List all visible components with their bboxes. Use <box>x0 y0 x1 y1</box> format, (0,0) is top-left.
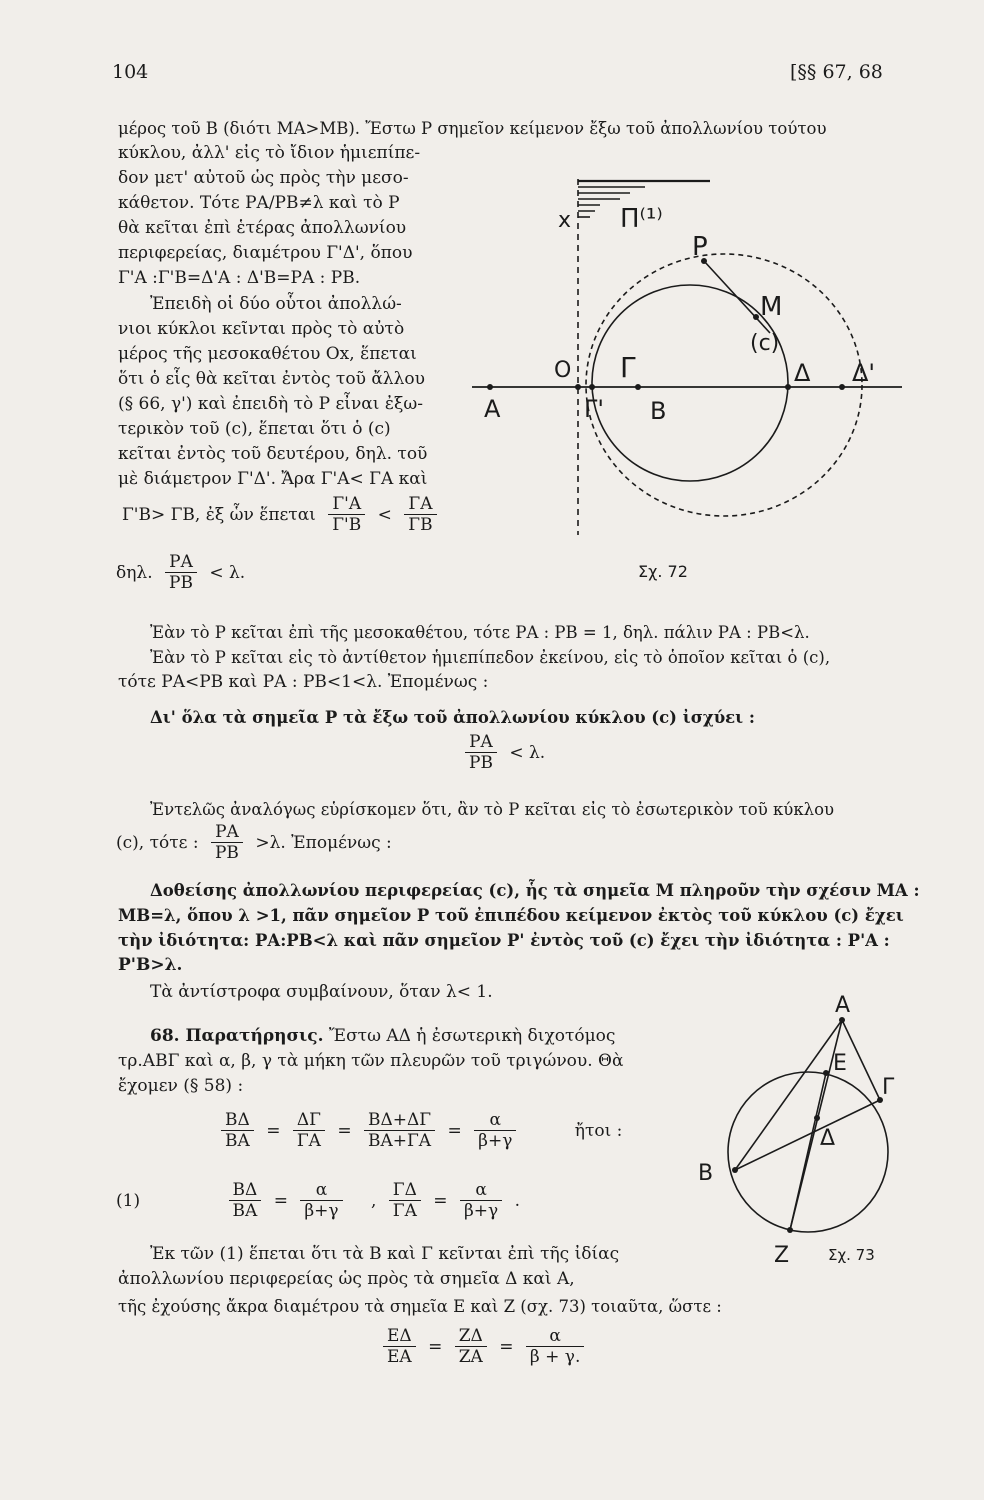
caption-73: Σχ. 73 <box>828 1246 875 1264</box>
text-line: περιφερείας, διαμέτρου Γ'Δ', ὅπου <box>118 243 413 263</box>
text-line: κύκλου, ἀλλ' εἰς τὸ ἴδιον ἡμιεπίπε- <box>118 143 421 163</box>
text-line: Ἐκ τῶν (1) ἕπεται ὅτι τὰ Β καὶ Γ κεῖνται ἐπὶ τῆς ἰδίας <box>150 1244 620 1264</box>
text-line: τότε ΡΑ<ΡΒ καὶ ΡΑ : ΡΒ<1<λ. Ἐπομένως : <box>118 672 489 692</box>
text-line: μέρος τῆς μεσοκαθέτου Οx, ἕπεται <box>118 344 417 364</box>
caption-72: Σχ. 72 <box>638 562 688 581</box>
text-line: κάθετον. Τότε ΡΑ/ΡΒ≠λ καὶ τὸ Ρ <box>118 193 400 213</box>
text-line: (§ 66, γ') καὶ ἐπειδὴ τὸ Ρ εἶναι ἐξω- <box>118 394 423 414</box>
text-line: Ρ'Β>λ. <box>118 955 183 975</box>
text-line: Ἐὰν τὸ Ρ κεῖται εἰς τὸ ἀντίθετον ἡμιεπίπεδον ἐκείνου, εἰς τὸ ὁποῖον κεῖται ὁ (c), <box>150 648 831 667</box>
text-line: τρ.ΑΒΓ καὶ α, β, γ τὰ μήκη τῶν πλευρῶν τοῦ τριγώνου. Θὰ <box>118 1051 624 1071</box>
text-line: ἔχομεν (§ 58) : <box>118 1076 244 1096</box>
page-number: 104 <box>112 61 149 83</box>
label-B: B <box>698 1161 714 1186</box>
fraction: $\frac{\Gamma'A}{\Gamma'B}$ <box>328 494 365 535</box>
label-x: x <box>558 208 572 233</box>
fraction: $\frac{\Gamma A}{\Gamma B}$ <box>404 494 436 535</box>
label-A: A <box>835 993 851 1018</box>
text-line: Τὰ ἀντίστροφα συμβαίνουν, ὅταν λ< 1. <box>150 982 493 1002</box>
label-Gamma-prime: Γ' <box>584 395 604 423</box>
label-Delta-prime: Δ' <box>852 359 876 387</box>
text-line: Γ'Β> ΓΒ, ἐξ ὧν ἕπεται <box>122 504 316 525</box>
equation-1: (1) $\frac{B\Delta}{BA}$ = $\frac{\alpha}{\beta+\gamma}$ , $\frac{\Gamma\Delta}{\Gamma A}$ = $\frac{\alpha}{\beta+\gamma}$ . <box>116 1180 520 1221</box>
text-line: τερικὸν τοῦ (c), ἕπεται ὅτι ὁ (c) <box>118 419 391 439</box>
label-Gamma: Γ <box>882 1075 895 1100</box>
label-Gamma: Γ <box>620 351 636 384</box>
equation-ed-ea: $\frac{E\Delta}{EA}$ = $\frac{Z\Delta}{ZA}$ = $\frac{\alpha}{\beta + \gamma.}$ <box>380 1326 587 1367</box>
figure-73 <box>690 990 920 1270</box>
text-line: δον μετ' αὐτοῦ ὡς πρὸς τὴν μεσο- <box>118 168 409 188</box>
text-line: κεῖται ἐντὸς τοῦ δευτέρου, δηλ. τοῦ <box>118 444 428 464</box>
text-line: ἀπολλωνίου περιφερείας ὡς πρὸς τὰ σημεῖα Δ καὶ Α, <box>118 1269 575 1289</box>
label-c: (c) <box>750 331 780 356</box>
equation-ratios: $\frac{B\Delta}{BA}$ = $\frac{\Delta\Gamma}{\Gamma A}$ = $\frac{B\Delta+\Delta\Gamma}{BA+\Gamma A}$ = $\frac{\alpha}{\beta+\gamma}$ ἤτοι : <box>218 1110 626 1151</box>
text-line: μὲ διάμετρον Γ'Δ'. Ἄρα Γ'Α< ΓΑ καὶ <box>118 469 428 489</box>
fraction: $\frac{PA}{PB}$ <box>165 552 197 593</box>
section-reference: [§§ 67, 68 <box>790 61 883 83</box>
label-A: A <box>484 395 501 423</box>
text-line: Δι' ὅλα τὰ σημεῖα Ρ τὰ ἔξω τοῦ ἀπολλωνίου κύκλου (c) ἰσχύει : <box>150 708 756 727</box>
ratio-inequality: δηλ. $\frac{PA}{PB}$ < λ. <box>116 552 246 593</box>
text-line: Ἐὰν τὸ Ρ κεῖται ἐπὶ τῆς μεσοκαθέτου, τότε ΡΑ : ΡΒ = 1, δηλ. πάλιν ΡΑ : ΡΒ<λ. <box>150 623 810 642</box>
label-Delta: Δ <box>820 1126 836 1151</box>
label-M: M <box>760 292 783 322</box>
text-line: νιοι κύκλοι κεῖνται πρὸς τὸ αὐτὸ <box>118 319 405 339</box>
text-line: τῆς ἐχούσης ἄκρα διαμέτρου τὰ σημεῖα Ε καὶ Ζ (σχ. 73) τοιαῦτα, ὥστε : <box>118 1297 722 1316</box>
fraction: $\frac{PA}{PB}$ <box>465 732 497 773</box>
figure-72 <box>470 165 910 595</box>
label-P: P <box>692 232 708 262</box>
text-line: τὴν ἰδιότητα: ΡΑ:ΡΒ<λ καὶ πᾶν σημεῖον Ρ' ἐντὸς τοῦ (c) ἔχει τὴν ἰδιότητα : Ρ'Α : <box>118 931 890 950</box>
text-line: μέρος τοῦ Β (διότι ΜΑ>ΜΒ). Ἔστω Ρ σημεῖον κείμενον ἔξω τοῦ ἀπολλωνίου τούτου <box>118 119 827 138</box>
text-line: ΜΒ=λ, ὅπου λ >1, πᾶν σημεῖον Ρ τοῦ ἐπιπέδου κείμενον ἐκτὸς τοῦ κύκλου (c) ἔχει <box>118 906 904 925</box>
label-pi: Π⁽¹⁾ <box>620 204 663 234</box>
ratio-inequality: Γ'Β> ΓΒ, ἐξ ὧν ἕπεται $\frac{\Gamma'A}{\Gamma'B}$ < $\frac{\Gamma A}{\Gamma B}$ <box>118 494 440 535</box>
label-B: B <box>650 397 667 425</box>
label-O: O <box>554 358 572 383</box>
label-Delta: Δ <box>794 359 811 387</box>
fraction: $\frac{PA}{PB}$ <box>211 822 243 863</box>
text-line: ὅτι ὁ εἷς θὰ κεῖται ἐντὸς τοῦ ἄλλου <box>118 369 425 389</box>
text-line: θὰ κεῖται ἐπὶ ἑτέρας ἀπολλωνίου <box>118 218 407 238</box>
text-line: Ἐπειδὴ οἱ δύο οὗτοι ἀπολλώ- <box>150 294 402 314</box>
text-line: Γ'Α :Γ'Β=Δ'Α : Δ'Β=ΡΑ : ΡΒ. <box>118 268 361 288</box>
section-68-heading: 68. Παρατήρησις. Ἔστω ΑΔ ἡ ἐσωτερικὴ διχοτόμος <box>150 1026 616 1046</box>
label-E: E <box>833 1051 847 1076</box>
text-line: Ἐντελῶς ἀναλόγως εὑρίσκομεν ὅτι, ἂν τὸ Ρ κεῖται εἰς τὸ ἐσωτερικὸν τοῦ κύκλου <box>150 800 835 819</box>
ratio-inequality: (c), τότε : $\frac{PA}{PB}$ >λ. Ἐπομένως : <box>116 822 392 863</box>
main-inequality: $\frac{PA}{PB}$ < λ. <box>462 732 549 773</box>
label-Z: Z <box>774 1243 790 1268</box>
text-line: Δοθείσης ἀπολλωνίου περιφερείας (c), ἧς τὰ σημεῖα Μ πληροῦν τὴν σχέσιν ΜΑ : <box>150 881 920 900</box>
